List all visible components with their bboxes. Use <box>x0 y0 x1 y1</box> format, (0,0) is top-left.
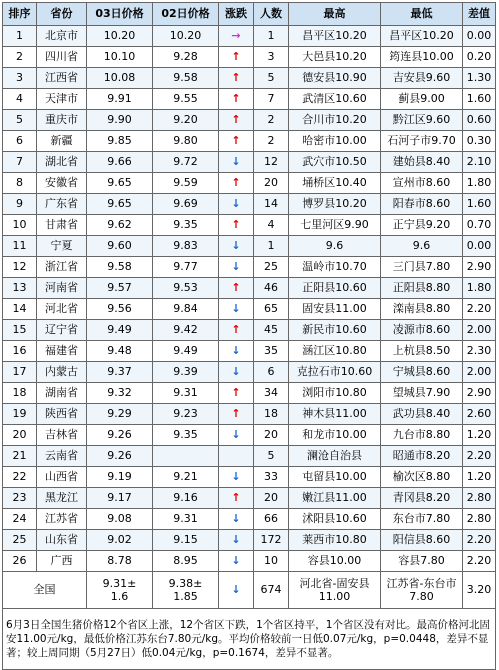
table-row <box>3 89 496 110</box>
trend-down-icon: ↓ <box>219 257 254 278</box>
high-cell: 大邑县10.20 <box>289 47 381 68</box>
province-cell: 辽宁省 <box>37 320 87 341</box>
trend-down-icon: ↓ <box>219 551 254 572</box>
rank-cell: 5 <box>3 110 37 131</box>
diff-cell: 2.60 <box>463 404 496 425</box>
trend-up-icon: ↑ <box>219 68 254 89</box>
table-row <box>3 278 496 299</box>
diff-cell: 2.20 <box>463 551 496 572</box>
province-cell: 广西 <box>37 551 87 572</box>
province-cell: 福建省 <box>37 341 87 362</box>
trend-down-icon: ↓ <box>219 530 254 551</box>
low-cell: 阳信县8.60 <box>381 530 463 551</box>
high-cell: 埇桥区10.40 <box>289 173 381 194</box>
price-02-cell: 10.20 <box>153 26 219 47</box>
rank-cell: 11 <box>3 236 37 257</box>
diff-cell: 2.80 <box>463 509 496 530</box>
rank-cell: 16 <box>3 341 37 362</box>
price-03-cell: 9.66 <box>87 152 153 173</box>
low-cell: 阳春市8.60 <box>381 194 463 215</box>
high-cell: 固安县11.00 <box>289 299 381 320</box>
price-02-cell: 9.15 <box>153 530 219 551</box>
price-02-cell: 9.16 <box>153 488 219 509</box>
national-price-03-sd: 1.6 <box>110 590 129 603</box>
low-cell: 正阳县8.80 <box>381 278 463 299</box>
trend-down-icon: ↓ <box>219 194 254 215</box>
low-cell: 筠连县10.00 <box>381 47 463 68</box>
header-trend: 涨跌 <box>219 3 254 26</box>
diff-cell: 0.20 <box>463 47 496 68</box>
national-low-value: 7.80 <box>409 590 434 603</box>
table-row <box>3 47 496 68</box>
table-row <box>3 404 496 425</box>
trend-down-icon: ↓ <box>219 509 254 530</box>
count-cell: 20 <box>254 173 289 194</box>
table-row <box>3 530 496 551</box>
low-cell: 昌平区10.20 <box>381 26 463 47</box>
province-cell: 云南省 <box>37 446 87 467</box>
rank-cell: 23 <box>3 488 37 509</box>
price-02-cell: 9.39 <box>153 362 219 383</box>
price-03-cell: 9.26 <box>87 425 153 446</box>
province-cell: 湖北省 <box>37 152 87 173</box>
price-03-cell: 9.90 <box>87 110 153 131</box>
low-cell: 武功县8.40 <box>381 404 463 425</box>
price-03-cell: 10.20 <box>87 26 153 47</box>
rank-cell: 9 <box>3 194 37 215</box>
count-cell: 1 <box>254 236 289 257</box>
province-cell: 河南省 <box>37 278 87 299</box>
low-cell: 青冈县8.20 <box>381 488 463 509</box>
table-row <box>3 551 496 572</box>
table-row <box>3 509 496 530</box>
price-02-cell: 9.69 <box>153 194 219 215</box>
low-cell: 容县7.80 <box>381 551 463 572</box>
price-02-cell: 9.28 <box>153 47 219 68</box>
high-cell: 神木县11.00 <box>289 404 381 425</box>
price-03-cell: 8.78 <box>87 551 153 572</box>
high-cell: 和龙市10.00 <box>289 425 381 446</box>
province-cell: 陕西省 <box>37 404 87 425</box>
trend-up-icon: ↑ <box>219 131 254 152</box>
trend-down-icon: ↓ <box>219 425 254 446</box>
table-row <box>3 299 496 320</box>
price-03-cell: 9.37 <box>87 362 153 383</box>
price-03-cell: 9.58 <box>87 257 153 278</box>
table-row <box>3 110 496 131</box>
header-diff: 差值 <box>463 3 496 26</box>
low-cell: 滦南县8.80 <box>381 299 463 320</box>
price-02-cell: 9.53 <box>153 278 219 299</box>
low-cell: 九台市8.80 <box>381 425 463 446</box>
province-cell: 新疆 <box>37 131 87 152</box>
national-price-02-mean: 9.38± <box>168 577 203 590</box>
high-cell: 浏阳市10.80 <box>289 383 381 404</box>
table-row <box>3 362 496 383</box>
rank-cell: 17 <box>3 362 37 383</box>
table-row <box>3 215 496 236</box>
header-high: 最高 <box>289 3 381 26</box>
trend-down-icon: ↓ <box>219 236 254 257</box>
diff-cell: 0.30 <box>463 131 496 152</box>
diff-cell: 1.20 <box>463 467 496 488</box>
price-03-cell: 9.26 <box>87 446 153 467</box>
low-cell: 上杭县8.50 <box>381 341 463 362</box>
national-high-location: 河北省-固安县 <box>299 577 370 590</box>
price-03-cell: 9.60 <box>87 236 153 257</box>
count-cell: 65 <box>254 299 289 320</box>
rank-cell: 25 <box>3 530 37 551</box>
high-cell: 沭阳县10.60 <box>289 509 381 530</box>
price-03-cell: 9.56 <box>87 299 153 320</box>
count-cell: 5 <box>254 446 289 467</box>
province-cell: 江苏省 <box>37 509 87 530</box>
high-cell: 莱西市10.80 <box>289 530 381 551</box>
national-low <box>381 572 463 609</box>
trend-down-icon: ↓ <box>219 341 254 362</box>
count-cell: 6 <box>254 362 289 383</box>
price-03-cell: 9.48 <box>87 341 153 362</box>
count-cell: 5 <box>254 68 289 89</box>
province-cell: 四川省 <box>37 47 87 68</box>
national-price-02-sd: 1.85 <box>173 590 198 603</box>
high-cell: 涵江区10.80 <box>289 341 381 362</box>
province-cell: 吉林省 <box>37 425 87 446</box>
high-cell: 容县10.00 <box>289 551 381 572</box>
diff-cell: 1.20 <box>463 425 496 446</box>
price-02-cell <box>153 446 219 467</box>
national-diff: 3.20 <box>463 572 496 609</box>
price-02-cell: 9.35 <box>153 215 219 236</box>
trend-up-icon: ↑ <box>219 47 254 68</box>
header-province: 省份 <box>37 3 87 26</box>
price-02-cell: 9.35 <box>153 425 219 446</box>
high-cell: 克拉石市10.60 <box>289 362 381 383</box>
price-03-cell: 9.32 <box>87 383 153 404</box>
rank-cell: 12 <box>3 257 37 278</box>
high-cell: 武穴市10.50 <box>289 152 381 173</box>
province-cell: 山西省 <box>37 467 87 488</box>
count-cell: 20 <box>254 488 289 509</box>
province-cell: 江西省 <box>37 68 87 89</box>
price-03-cell: 9.65 <box>87 173 153 194</box>
low-cell: 东台市7.80 <box>381 509 463 530</box>
price-02-cell: 9.20 <box>153 110 219 131</box>
rank-cell: 22 <box>3 467 37 488</box>
price-02-cell: 9.55 <box>153 89 219 110</box>
price-03-cell: 9.65 <box>87 194 153 215</box>
rank-cell: 3 <box>3 68 37 89</box>
price-03-cell: 9.49 <box>87 320 153 341</box>
rank-cell: 4 <box>3 89 37 110</box>
trend-cell <box>219 446 254 467</box>
price-02-cell: 8.95 <box>153 551 219 572</box>
trend-up-icon: ↑ <box>219 173 254 194</box>
table-row <box>3 131 496 152</box>
rank-cell: 10 <box>3 215 37 236</box>
count-cell: 4 <box>254 215 289 236</box>
diff-cell: 1.80 <box>463 278 496 299</box>
header-low: 最低 <box>381 3 463 26</box>
high-cell: 哈密市10.00 <box>289 131 381 152</box>
trend-down-icon: ↓ <box>219 152 254 173</box>
high-cell: 屯留县10.00 <box>289 467 381 488</box>
trend-up-icon: ↑ <box>219 278 254 299</box>
rank-cell: 21 <box>3 446 37 467</box>
diff-cell: 2.00 <box>463 362 496 383</box>
low-cell: 建始县8.40 <box>381 152 463 173</box>
count-cell: 10 <box>254 551 289 572</box>
table-row <box>3 152 496 173</box>
high-cell: 合川市10.20 <box>289 110 381 131</box>
national-high <box>289 572 381 609</box>
diff-cell: 2.20 <box>463 446 496 467</box>
price-03-cell: 9.02 <box>87 530 153 551</box>
price-03-cell: 9.19 <box>87 467 153 488</box>
summary-note-row <box>3 609 496 670</box>
price-02-cell: 9.77 <box>153 257 219 278</box>
province-cell: 湖南省 <box>37 383 87 404</box>
high-cell: 9.6 <box>289 236 381 257</box>
header-rank: 排序 <box>3 3 37 26</box>
province-cell: 安徽省 <box>37 173 87 194</box>
table-row <box>3 320 496 341</box>
price-02-cell: 9.23 <box>153 404 219 425</box>
count-cell: 14 <box>254 194 289 215</box>
header-price-02: 02日价格 <box>153 3 219 26</box>
table-row <box>3 425 496 446</box>
trend-down-icon: ↓ <box>219 299 254 320</box>
national-high-value: 11.00 <box>318 590 351 603</box>
low-cell: 宁城县8.60 <box>381 362 463 383</box>
count-cell: 45 <box>254 320 289 341</box>
trend-flat-icon: → <box>219 26 254 47</box>
high-cell: 新民市10.60 <box>289 320 381 341</box>
price-02-cell: 9.80 <box>153 131 219 152</box>
high-cell: 昌平区10.20 <box>289 26 381 47</box>
count-cell: 3 <box>254 47 289 68</box>
table-header-row <box>3 3 496 26</box>
table-row <box>3 467 496 488</box>
diff-cell: 1.60 <box>463 194 496 215</box>
price-02-cell: 9.42 <box>153 320 219 341</box>
rank-cell: 18 <box>3 383 37 404</box>
diff-cell: 2.90 <box>463 383 496 404</box>
high-cell: 正阳县10.60 <box>289 278 381 299</box>
low-cell: 蓟县9.00 <box>381 89 463 110</box>
table-row <box>3 26 496 47</box>
diff-cell: 0.00 <box>463 26 496 47</box>
rank-cell: 15 <box>3 320 37 341</box>
low-cell: 三门县7.80 <box>381 257 463 278</box>
price-03-cell: 9.17 <box>87 488 153 509</box>
price-03-cell: 9.08 <box>87 509 153 530</box>
diff-cell: 2.00 <box>463 320 496 341</box>
count-cell: 46 <box>254 278 289 299</box>
diff-cell: 2.20 <box>463 299 496 320</box>
price-03-cell: 9.62 <box>87 215 153 236</box>
table-row <box>3 383 496 404</box>
price-03-cell: 10.10 <box>87 47 153 68</box>
table-row <box>3 194 496 215</box>
rank-cell: 8 <box>3 173 37 194</box>
price-02-cell: 9.31 <box>153 509 219 530</box>
price-02-cell: 9.84 <box>153 299 219 320</box>
province-cell: 北京市 <box>37 26 87 47</box>
rank-cell: 6 <box>3 131 37 152</box>
trend-up-icon: ↑ <box>219 404 254 425</box>
table-row <box>3 341 496 362</box>
count-cell: 35 <box>254 341 289 362</box>
summary-note: 6月3日全国生猪价格12个省区上涨，12个省区下跌，1个省区持平，1个省区没有对比。最高价格河北固安11.00元/kg，最低价格江苏东台7.80元/kg。平均价格较前一日低0.07元/kg，p=0.0448，差异不显著；较上周同期（5月27日）低0.04元/kg，p=0.1674，差异不显著。 <box>3 609 496 670</box>
diff-cell: 2.80 <box>463 488 496 509</box>
low-cell: 凌源市8.60 <box>381 320 463 341</box>
province-cell: 宁夏 <box>37 236 87 257</box>
diff-cell: 1.60 <box>463 89 496 110</box>
diff-cell: 1.30 <box>463 68 496 89</box>
high-cell: 博罗县10.20 <box>289 194 381 215</box>
rank-cell: 2 <box>3 47 37 68</box>
province-cell: 黑龙江 <box>37 488 87 509</box>
count-cell: 1 <box>254 26 289 47</box>
rank-cell: 7 <box>3 152 37 173</box>
trend-up-icon: ↑ <box>219 89 254 110</box>
header-price-03: 03日价格 <box>87 3 153 26</box>
price-03-cell: 9.91 <box>87 89 153 110</box>
price-02-cell: 9.31 <box>153 383 219 404</box>
count-cell: 66 <box>254 509 289 530</box>
diff-cell: 0.00 <box>463 236 496 257</box>
province-cell: 甘肃省 <box>37 215 87 236</box>
count-cell: 34 <box>254 383 289 404</box>
count-cell: 33 <box>254 467 289 488</box>
national-price-03 <box>87 572 153 609</box>
province-cell: 重庆市 <box>37 110 87 131</box>
low-cell: 石河子市9.70 <box>381 131 463 152</box>
table-row <box>3 488 496 509</box>
count-cell: 172 <box>254 530 289 551</box>
rank-cell: 24 <box>3 509 37 530</box>
table-row <box>3 446 496 467</box>
high-cell: 德安县10.90 <box>289 68 381 89</box>
trend-down-icon: ↓ <box>219 467 254 488</box>
price-02-cell: 9.58 <box>153 68 219 89</box>
low-cell: 昭通市8.20 <box>381 446 463 467</box>
header-count: 人数 <box>254 3 289 26</box>
low-cell: 正宁县9.20 <box>381 215 463 236</box>
price-03-cell: 10.08 <box>87 68 153 89</box>
national-price-02 <box>153 572 219 609</box>
trend-up-icon: ↑ <box>219 215 254 236</box>
rank-cell: 1 <box>3 26 37 47</box>
low-cell: 黔江区9.60 <box>381 110 463 131</box>
low-cell: 榆次区8.80 <box>381 467 463 488</box>
pig-price-table <box>2 2 496 670</box>
count-cell: 25 <box>254 257 289 278</box>
diff-cell: 0.70 <box>463 215 496 236</box>
price-02-cell: 9.83 <box>153 236 219 257</box>
price-02-cell: 9.21 <box>153 467 219 488</box>
table-row <box>3 173 496 194</box>
high-cell: 温岭市10.70 <box>289 257 381 278</box>
national-low-location: 江苏省-东台市 <box>386 577 457 590</box>
diff-cell: 0.60 <box>463 110 496 131</box>
trend-down-icon: ↓ <box>219 572 254 609</box>
trend-up-icon: ↑ <box>219 488 254 509</box>
price-02-cell: 9.59 <box>153 173 219 194</box>
low-cell: 吉安县9.60 <box>381 68 463 89</box>
high-cell: 武清区10.60 <box>289 89 381 110</box>
diff-cell: 1.80 <box>463 173 496 194</box>
low-cell: 望城县7.90 <box>381 383 463 404</box>
rank-cell: 13 <box>3 278 37 299</box>
national-count: 674 <box>254 572 289 609</box>
count-cell: 20 <box>254 425 289 446</box>
diff-cell: 2.20 <box>463 530 496 551</box>
diff-cell: 2.30 <box>463 341 496 362</box>
rank-cell: 20 <box>3 425 37 446</box>
rank-cell: 26 <box>3 551 37 572</box>
count-cell: 18 <box>254 404 289 425</box>
province-cell: 广东省 <box>37 194 87 215</box>
count-cell: 7 <box>254 89 289 110</box>
diff-cell: 2.90 <box>463 257 496 278</box>
rank-cell: 14 <box>3 299 37 320</box>
price-03-cell: 9.57 <box>87 278 153 299</box>
price-03-cell: 9.29 <box>87 404 153 425</box>
price-03-cell: 9.85 <box>87 131 153 152</box>
high-cell: 嫩江县11.00 <box>289 488 381 509</box>
count-cell: 2 <box>254 131 289 152</box>
trend-up-icon: ↑ <box>219 110 254 131</box>
province-cell: 河北省 <box>37 299 87 320</box>
price-02-cell: 9.72 <box>153 152 219 173</box>
price-02-cell: 9.49 <box>153 341 219 362</box>
low-cell: 宣州市8.60 <box>381 173 463 194</box>
province-cell: 内蒙古 <box>37 362 87 383</box>
count-cell: 2 <box>254 110 289 131</box>
low-cell: 9.6 <box>381 236 463 257</box>
high-cell: 七里河区9.90 <box>289 215 381 236</box>
province-cell: 山东省 <box>37 530 87 551</box>
trend-up-icon: ↑ <box>219 383 254 404</box>
diff-cell: 2.10 <box>463 152 496 173</box>
trend-down-icon: ↓ <box>219 362 254 383</box>
national-price-03-mean: 9.31± <box>102 577 137 590</box>
trend-up-icon: ↑ <box>219 320 254 341</box>
rank-cell: 19 <box>3 404 37 425</box>
table-row <box>3 236 496 257</box>
province-cell: 浙江省 <box>37 257 87 278</box>
table-row <box>3 68 496 89</box>
province-cell: 天津市 <box>37 89 87 110</box>
national-label: 全国 <box>3 572 87 609</box>
high-cell: 澜沧自治县 <box>289 446 381 467</box>
table-row <box>3 257 496 278</box>
national-summary-row <box>3 572 496 609</box>
count-cell: 12 <box>254 152 289 173</box>
